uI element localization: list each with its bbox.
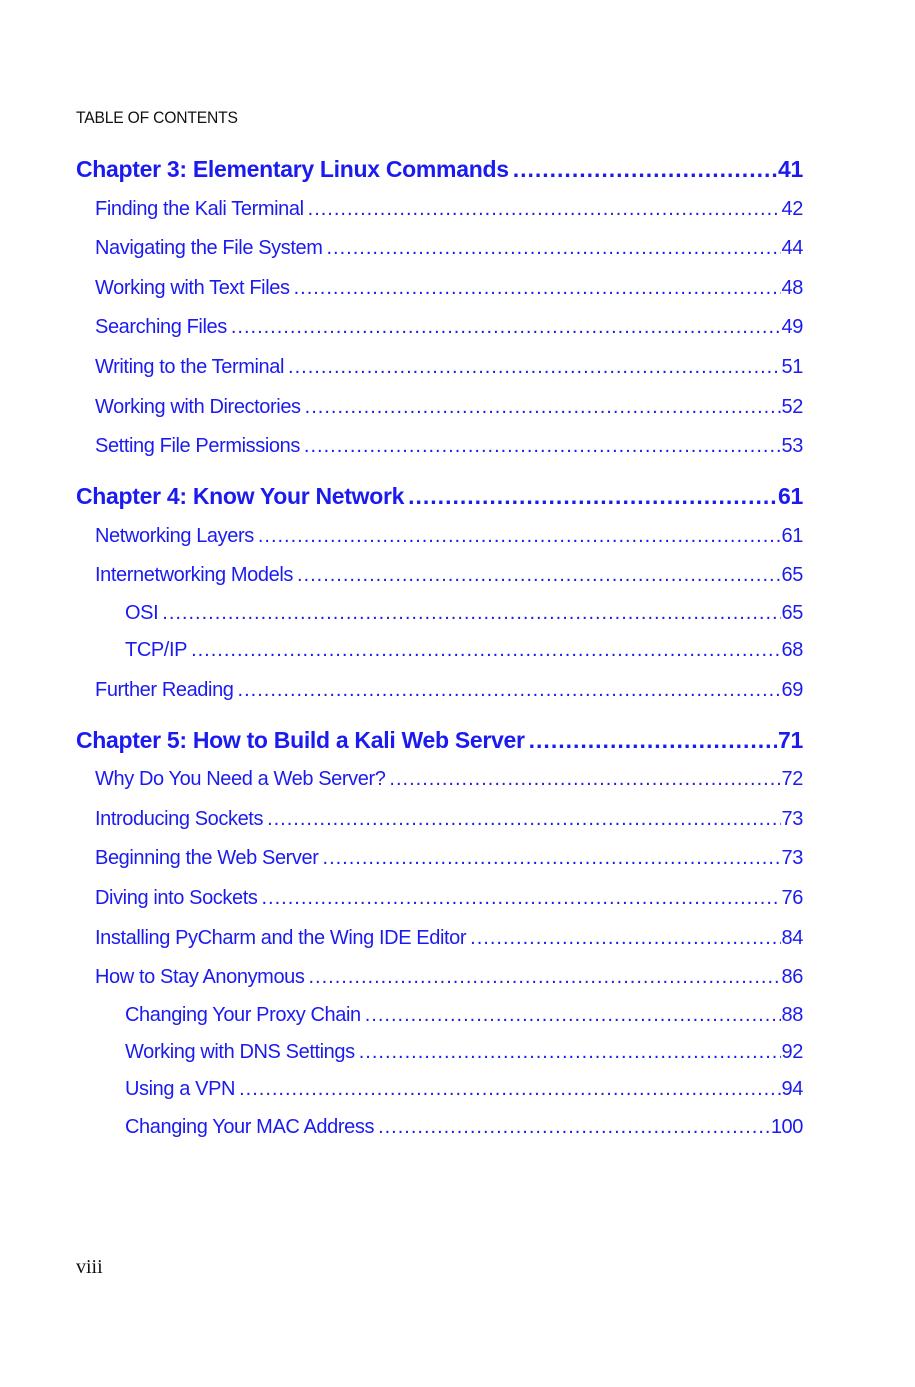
dot-leader xyxy=(191,639,780,662)
toc-entry-title: Finding the Kali Terminal xyxy=(95,198,304,220)
page-number: viii xyxy=(76,1256,103,1278)
toc-subentry[interactable] xyxy=(125,602,803,625)
dot-leader xyxy=(162,602,780,625)
dot-leader xyxy=(309,966,781,989)
toc-entry[interactable] xyxy=(95,396,803,419)
toc-entry-title: Changing Your MAC Address xyxy=(125,1116,375,1138)
toc-entry-title: Networking Layers xyxy=(95,525,254,547)
toc-entry-title: Beginning the Web Server xyxy=(95,847,319,869)
toc-entry-title: Working with Directories xyxy=(95,396,301,418)
toc-entry[interactable] xyxy=(95,887,803,910)
toc-entry[interactable] xyxy=(95,847,803,870)
toc-entry[interactable] xyxy=(95,525,803,548)
dot-leader xyxy=(470,927,780,950)
toc-subentry[interactable] xyxy=(125,639,803,662)
toc-entry-title: Further Reading xyxy=(95,679,234,701)
dot-leader xyxy=(359,1041,781,1064)
dot-leader xyxy=(304,435,781,458)
toc-entry-page: 71 xyxy=(778,727,803,753)
toc-entry-title: Working with Text Files xyxy=(95,277,290,299)
toc-entry[interactable] xyxy=(95,768,803,791)
toc-entry-page: 41 xyxy=(778,156,803,182)
toc-entry[interactable] xyxy=(95,808,803,831)
toc-entry[interactable] xyxy=(95,198,803,221)
toc-entry-title: Navigating the File System xyxy=(95,237,323,259)
toc-entry-title: Installing PyCharm and the Wing IDE Editor xyxy=(95,927,467,949)
running-head: TABLE OF CONTENTS xyxy=(76,108,238,127)
toc-entry-title: Searching Files xyxy=(95,316,227,338)
toc-entry-page: 42 xyxy=(781,198,803,220)
toc-entry-title: Working with DNS Settings xyxy=(125,1041,355,1063)
toc-entry-page: 65 xyxy=(781,602,803,624)
toc-subentry[interactable] xyxy=(125,1078,803,1101)
toc-entry-title: Setting File Permissions xyxy=(95,435,300,457)
toc-entry-page: 61 xyxy=(778,483,803,509)
toc-entry-title: Introducing Sockets xyxy=(95,808,264,830)
toc-chapter-4[interactable] xyxy=(76,483,803,510)
toc-entry-page: 72 xyxy=(781,768,803,790)
toc-chapter-5[interactable] xyxy=(76,727,803,754)
toc-entry-page: 69 xyxy=(781,679,803,701)
toc-entry-page: 86 xyxy=(781,966,803,988)
dot-leader xyxy=(365,1004,781,1027)
toc-entry-page: 94 xyxy=(781,1078,803,1100)
dot-leader xyxy=(323,847,781,870)
dot-leader xyxy=(305,396,781,419)
toc-entry-page: 92 xyxy=(781,1041,803,1063)
toc-entry[interactable] xyxy=(95,435,803,458)
toc-entry-page: 53 xyxy=(781,435,803,457)
toc-entry[interactable] xyxy=(95,316,803,339)
toc-entry[interactable] xyxy=(95,679,803,702)
toc-entry[interactable] xyxy=(95,356,803,379)
toc-entry-page: 65 xyxy=(781,564,803,586)
toc-entry-page: 44 xyxy=(781,237,803,259)
dot-leader xyxy=(288,356,781,379)
dot-leader xyxy=(294,277,781,300)
toc-subentry[interactable] xyxy=(125,1041,803,1064)
toc-entry-page: 49 xyxy=(781,316,803,338)
dot-leader xyxy=(378,1116,770,1139)
toc-entry-title: Chapter 5: How to Build a Kali Web Server xyxy=(76,727,525,753)
toc-entry-page: 76 xyxy=(781,887,803,909)
dot-leader xyxy=(238,679,781,702)
toc-entry-title: Chapter 3: Elementary Linux Commands xyxy=(76,156,509,182)
toc-entry[interactable] xyxy=(95,564,803,587)
toc-entry-title: TCP/IP xyxy=(125,639,188,661)
toc-entry[interactable] xyxy=(95,237,803,260)
dot-leader xyxy=(239,1078,780,1101)
toc-entry[interactable] xyxy=(95,966,803,989)
toc-entry[interactable] xyxy=(95,927,803,950)
toc-entry-page: 48 xyxy=(781,277,803,299)
toc-entry-title: Internetworking Models xyxy=(95,564,293,586)
toc-entry-title: Diving into Sockets xyxy=(95,887,258,909)
toc-entry-title: Writing to the Terminal xyxy=(95,356,285,378)
toc-entry-title: Changing Your Proxy Chain xyxy=(125,1004,361,1026)
toc-entry-page: 84 xyxy=(781,927,803,949)
toc-entry-page: 61 xyxy=(781,525,803,547)
dot-leader xyxy=(261,887,780,910)
toc-entry-page: 73 xyxy=(781,847,803,869)
toc-entry[interactable] xyxy=(95,277,803,300)
dot-leader xyxy=(529,727,777,754)
dot-leader xyxy=(326,237,780,260)
toc-entry-title: Using a VPN xyxy=(125,1078,236,1100)
toc-subentry[interactable] xyxy=(125,1116,803,1139)
dot-leader xyxy=(408,483,777,510)
toc-entry-title: OSI xyxy=(125,602,159,624)
toc-entry-title: How to Stay Anonymous xyxy=(95,966,305,988)
dot-leader xyxy=(308,198,781,221)
toc-entry-page: 52 xyxy=(781,396,803,418)
dot-leader xyxy=(389,768,780,791)
toc-entry-page: 68 xyxy=(781,639,803,661)
toc-chapter-3[interactable] xyxy=(76,156,803,183)
toc-entry-page: 51 xyxy=(781,356,803,378)
dot-leader xyxy=(258,525,781,548)
toc-entry-page: 88 xyxy=(781,1004,803,1026)
dot-leader xyxy=(231,316,781,339)
toc-entry-title: Why Do You Need a Web Server? xyxy=(95,768,386,790)
dot-leader xyxy=(513,156,777,183)
toc-entry-title: Chapter 4: Know Your Network xyxy=(76,483,405,509)
toc-entry-page: 73 xyxy=(781,808,803,830)
dot-leader xyxy=(297,564,781,587)
toc-entry-page: 100 xyxy=(770,1116,803,1138)
toc-subentry[interactable] xyxy=(125,1004,803,1027)
dot-leader xyxy=(267,808,780,831)
